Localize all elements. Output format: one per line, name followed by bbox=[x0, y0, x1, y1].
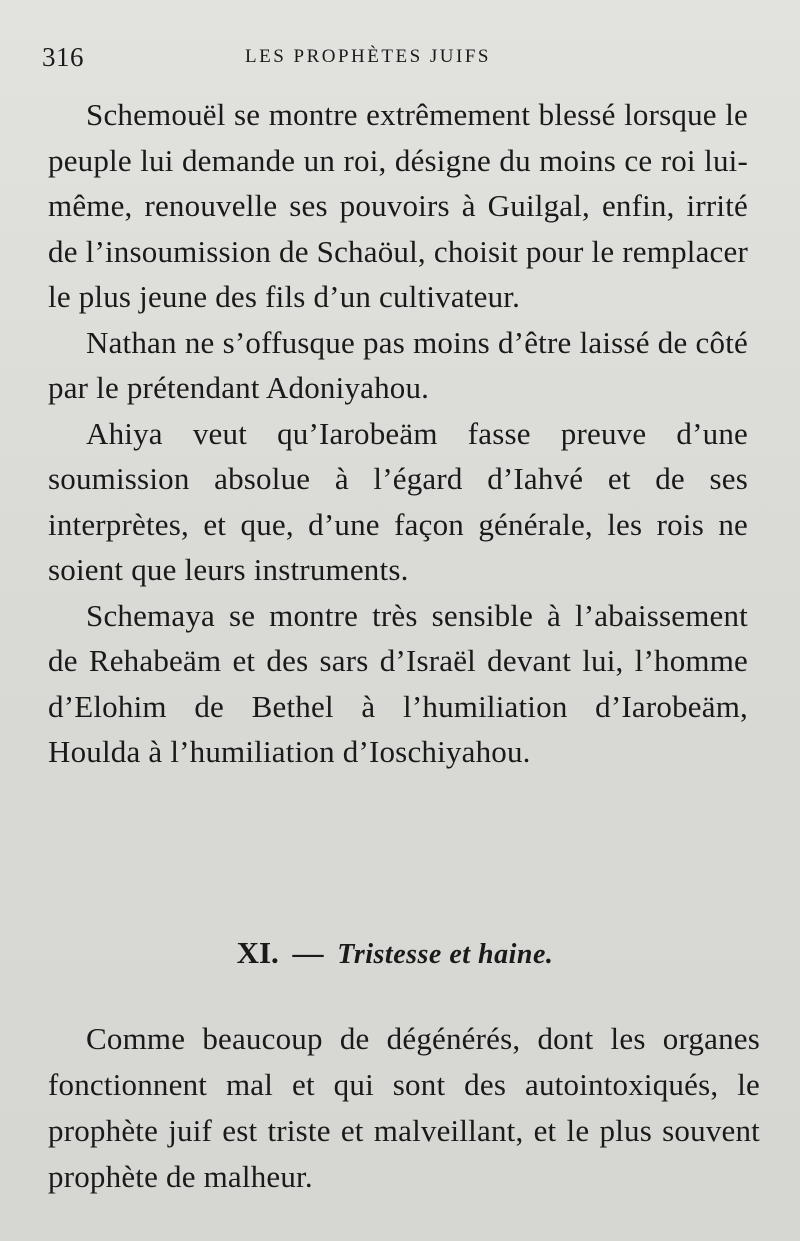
page-header bbox=[40, 42, 760, 78]
running-head: LES PROPHÈTES JUIFS bbox=[245, 46, 491, 67]
section-dash: — bbox=[292, 935, 324, 970]
section-heading bbox=[48, 930, 748, 977]
paragraph-schemaya: Schemaya se montre très sensible à l’abaissement de Rehabeäm et des sars d’Israël devant lui, l’homme d’Elohim de Bethel à l’humiliation d’Iarobeäm, Houlda à l’humiliation d’Ioschiyahou. bbox=[48, 597, 748, 769]
section-numeral: XI. bbox=[236, 935, 279, 970]
page-number: 316 bbox=[42, 42, 84, 72]
paragraph-nathan: Nathan ne s’offusque pas moins d’être laissé de côté par le prétendant Adoniyahou. bbox=[48, 324, 748, 405]
text-block bbox=[48, 92, 748, 775]
section-title: Tristesse et haine. bbox=[337, 939, 554, 970]
paragraph-schemouel: Schemouël se montre extrêmement blessé lorsque le peuple lui demande un roi, désigne du moins ce roi lui-même, renouvelle ses pouvoirs à Guilgal, enfin, irrité de l’insoumission de Schaöul, choisit pour le remplacer le plus jeune des fils d’un cultivateur. bbox=[48, 97, 748, 314]
paragraph-ahiya: Ahiya veut qu’Iarobeäm fasse preuve d’une soumission absolue à l’égard d’Iahvé et de ses interprètes, et que, d’une façon générale, les rois ne soient que leurs instruments. bbox=[48, 415, 748, 587]
paragraph-degeneres: Comme beaucoup de dégénérés, dont les organes fonctionnent mal et qui sont des autointoxiqués, le prophète juif est triste et malveillant, et le plus souvent prophète de malheur. bbox=[48, 1021, 760, 1194]
section-text-block bbox=[48, 1016, 760, 1200]
